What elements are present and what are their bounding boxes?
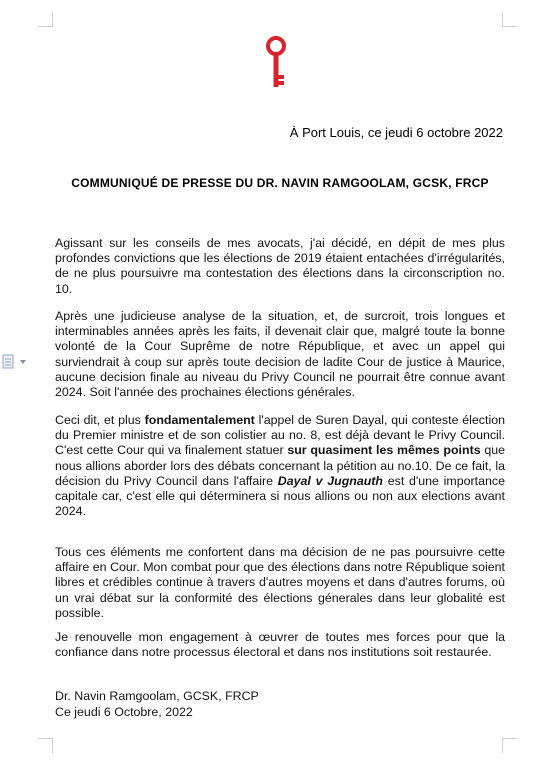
p3-text-a: Ceci dit, et plus: [55, 413, 145, 427]
p3-text-e: que nous allions aborder lors des débats concernant la pétition au no.10. De ce fait, la décision du Privy Council dans l'affaire: [55, 443, 505, 488]
paragraph-2-text: Après une judicieuse analyse de la situation, et, de surcroit, trois longues et interminables années après les faits, il devenait clair que, malgré toute la bonne volonté de la Cour Suprême de notre République, et avec un appel qui surviendrait à coup sur après toute decision de ladite Cour de justice à Maurice, aucune decision finale au niveau du Privy Council ne pourrait être connue avant 2024. Soit l'année des prochaines élections générales.: [55, 309, 505, 400]
paragraph-1: Agissant sur les conseils de mes avocats, j'ai décidé, en dépit de mes plus profondes convictions que les élections de 2019 étaient entachées d'irrégularités, de ne plus poursuivre ma contestation des élections dans la circonscription no. 10.: [55, 236, 505, 296]
margin-corner-bottom-left: [38, 738, 53, 753]
signature-name: Dr. Navin Ramgoolam, GCSK, FRCP: [55, 689, 259, 703]
signature-block: [55, 688, 259, 720]
document-paste-icon[interactable]: [2, 354, 28, 370]
margin-corner-bottom-right: [502, 738, 517, 753]
paragraph-3: [55, 413, 505, 519]
press-release-title: COMMUNIQUÉ DE PRESSE DU DR. NAVIN RAMGOOLAM, GCSK, FRCP: [71, 176, 489, 190]
signature-date: Ce jeudi 6 Octobre, 2022: [55, 705, 193, 719]
p3-text-g: est d'une importance capitale car, c'est elle qui déterminera si nous allions ou non aux elections avant 2024.: [55, 473, 505, 519]
p3-bold-memes-points: sur quasiment les mêmes points: [287, 443, 481, 458]
key-logo: [262, 36, 290, 92]
p3-text-c: l'appel de Suren Dayal, qui conteste élection du Premier ministre et de son colistier au no. 8, est déjà devant le Privy Council. C'est cette Cour qui va finalement statuer: [55, 413, 505, 458]
p3-case-name: Dayal v Jugnauth: [277, 473, 383, 488]
margin-corner-top-left: [38, 12, 53, 27]
paragraph-5: Je renouvelle mon engagement à œuvrer de toutes mes forces pour que la confiance dans notre processus électoral et dans nos institutions soit restaurée.: [55, 630, 505, 660]
margin-corner-top-right: [502, 12, 517, 27]
p3-bold-fondamentalement: fondamentalement: [144, 413, 255, 427]
date-line: À Port Louis, ce jeudi 6 octobre 2022: [289, 125, 503, 140]
paragraph-4: Tous ces éléments me confortent dans ma décision de ne pas poursuivre cette affaire en Cour. Mon combat pour que des élections dans notre République soient libres et crédibles continue à travers d'autres moyens et dans d'autres forums, où un vrai débat sur la conformité des élections génerales dans leur globalité est possible.: [55, 545, 505, 620]
paragraph-2: [55, 309, 505, 400]
